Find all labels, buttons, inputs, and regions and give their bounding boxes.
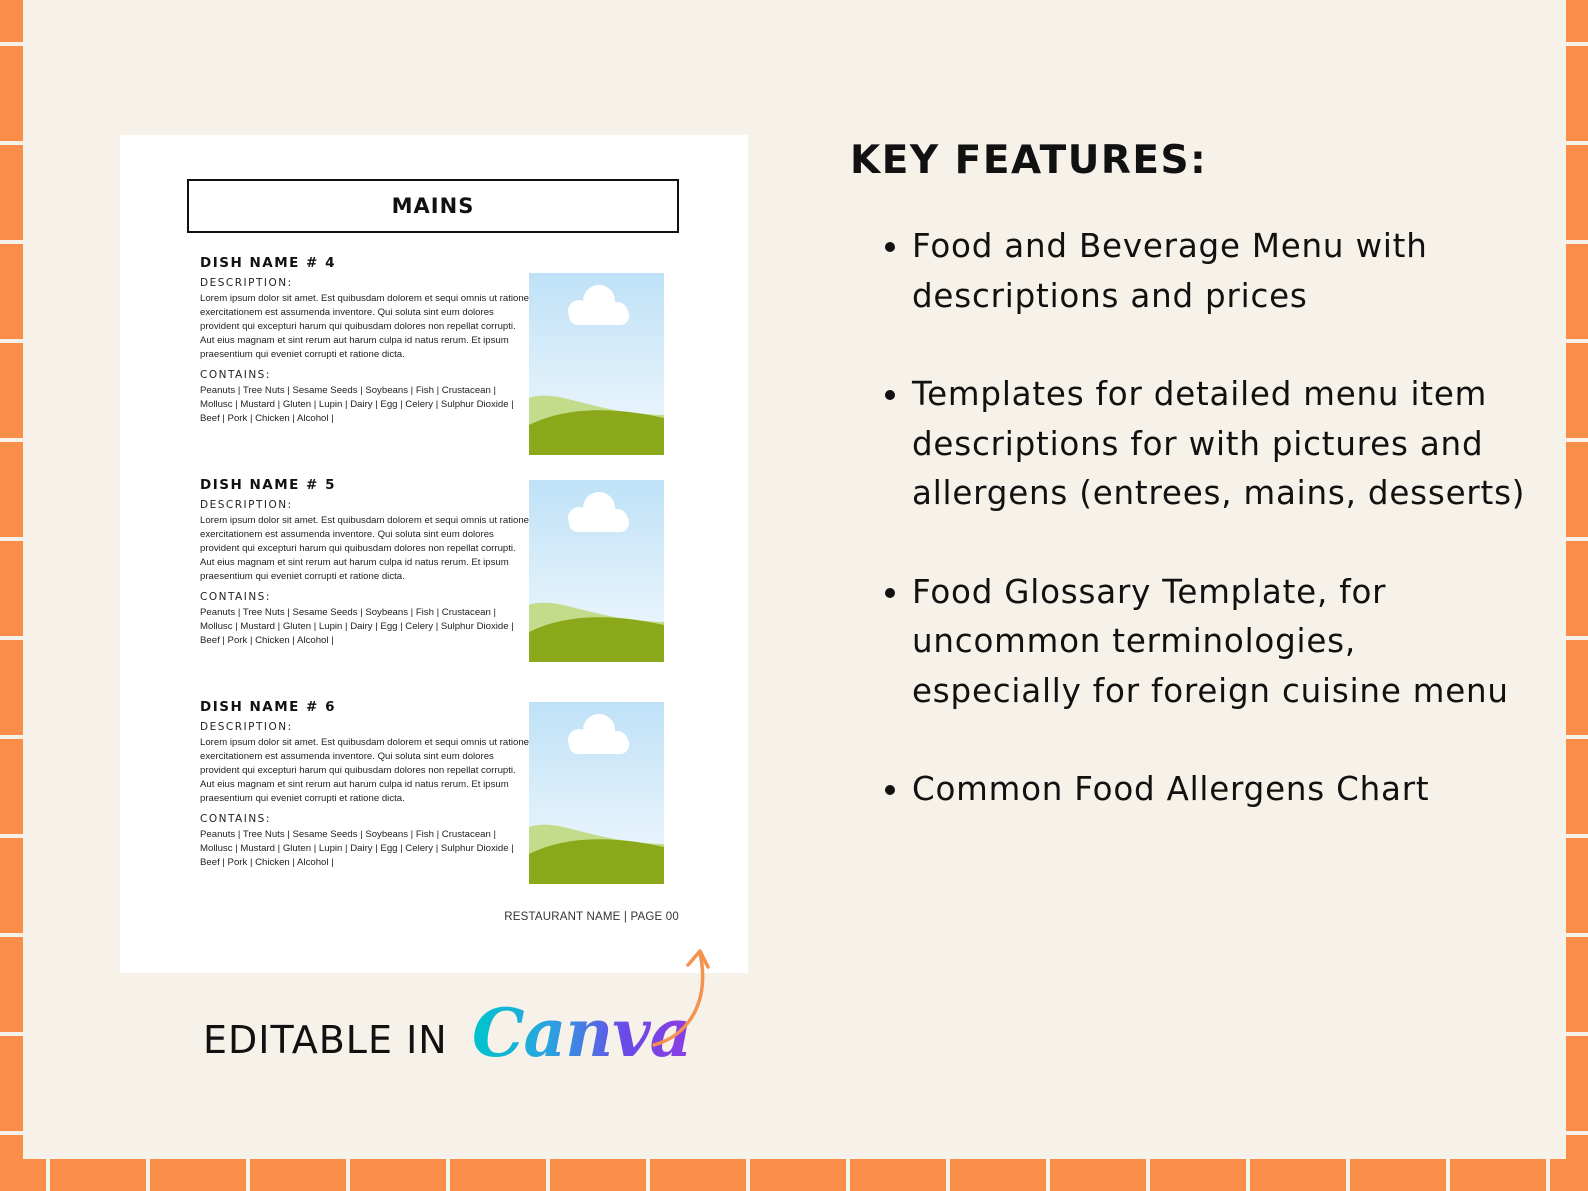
feature-item: [885, 370, 1535, 519]
contains-label: CONTAINS:: [200, 813, 271, 825]
contains-label: CONTAINS:: [200, 369, 271, 381]
right-brick-border: [1566, 0, 1588, 1191]
dish-name: DISH NAME # 5: [200, 477, 336, 493]
left-brick-border: [0, 0, 23, 1191]
dish-allergens: Peanuts | Tree Nuts | Sesame Seeds | Soybeans | Fish | Crustacean | Mollusc | Mustard | Gluten | Lupin | Dairy | Egg | Celery | Sulphur Dioxide | Beef | Pork | Chicken | Alcohol |: [200, 607, 514, 646]
section-title: MAINS: [187, 179, 679, 233]
feature-text: Food and Beverage Menu with descriptions and prices: [912, 227, 1428, 315]
page-footer: RESTAURANT NAME | PAGE 00: [504, 911, 679, 923]
dish-name: DISH NAME # 6: [200, 699, 336, 715]
bullet-icon: [885, 785, 895, 795]
description-label: DESCRIPTION:: [200, 277, 293, 289]
curved-arrow-icon: [650, 945, 720, 1055]
key-features-title: KEY FEATURES:: [850, 138, 1208, 183]
menu-page-preview: [120, 135, 748, 973]
dish-allergens: Peanuts | Tree Nuts | Sesame Seeds | Soybeans | Fish | Crustacean | Mollusc | Mustard | Gluten | Lupin | Dairy | Egg | Celery | Sulphur Dioxide | Beef | Pork | Chicken | Alcohol |: [200, 829, 514, 868]
feature-text: Food Glossary Template, for uncommon terminologies, especially for foreign cuisine menu: [912, 572, 1509, 710]
canva-logo: Canva: [472, 994, 692, 1072]
dish-name: DISH NAME # 4: [200, 255, 336, 271]
key-features-list: [885, 222, 1535, 864]
contains-label: CONTAINS:: [200, 591, 271, 603]
dish-description: Lorem ipsum dolor sit amet. Est quibusdam dolorem et sequi omnis ut ratione exercitationem est assumenda inventore. Qui soluta sint eum dolores provident qui excepturi harum qui quibusdam dolores non repellat corrupti. Aut eius magnam et sint rerum aut harum culpa id natus rerum. Et ipsum praesentium qui eveniet corrupti et ratione dicta.: [200, 515, 530, 582]
bottom-brick-border: [0, 1159, 1588, 1191]
feature-item: [885, 765, 1535, 815]
bullet-icon: [885, 242, 895, 252]
dish-allergens: Peanuts | Tree Nuts | Sesame Seeds | Soybeans | Fish | Crustacean | Mollusc | Mustard | Gluten | Lupin | Dairy | Egg | Celery | Sulphur Dioxide | Beef | Pork | Chicken | Alcohol |: [200, 385, 514, 424]
dish-description: Lorem ipsum dolor sit amet. Est quibusdam dolorem et sequi omnis ut ratione exercitationem est assumenda inventore. Qui soluta sint eum dolores provident qui excepturi harum qui quibusdam dolores non repellat corrupti. Aut eius magnam et sint rerum aut harum culpa id natus rerum. Et ipsum praesentium qui eveniet corrupti et ratione dicta.: [200, 737, 530, 804]
feature-item: [885, 222, 1535, 321]
feature-item: [885, 568, 1535, 717]
landscape-placeholder-image: [529, 273, 664, 455]
feature-text: Common Food Allergens Chart: [912, 770, 1430, 808]
description-label: DESCRIPTION:: [200, 721, 293, 733]
editable-in-label: EDITABLE IN: [203, 1018, 448, 1062]
bullet-icon: [885, 390, 895, 400]
description-label: DESCRIPTION:: [200, 499, 293, 511]
landscape-placeholder-image: [529, 480, 664, 662]
bullet-icon: [885, 588, 895, 598]
feature-text: Templates for detailed menu item descriptions for with pictures and allergens (entrees, mains, desserts): [912, 375, 1526, 512]
landscape-placeholder-image: [529, 702, 664, 884]
dish-description: Lorem ipsum dolor sit amet. Est quibusdam dolorem et sequi omnis ut ratione exercitationem est assumenda inventore. Qui soluta sint eum dolores provident qui excepturi harum qui quibusdam dolores non repellat corrupti. Aut eius magnam et sint rerum aut harum culpa id natus rerum. Et ipsum praesentium qui eveniet corrupti et ratione dicta.: [200, 293, 530, 360]
